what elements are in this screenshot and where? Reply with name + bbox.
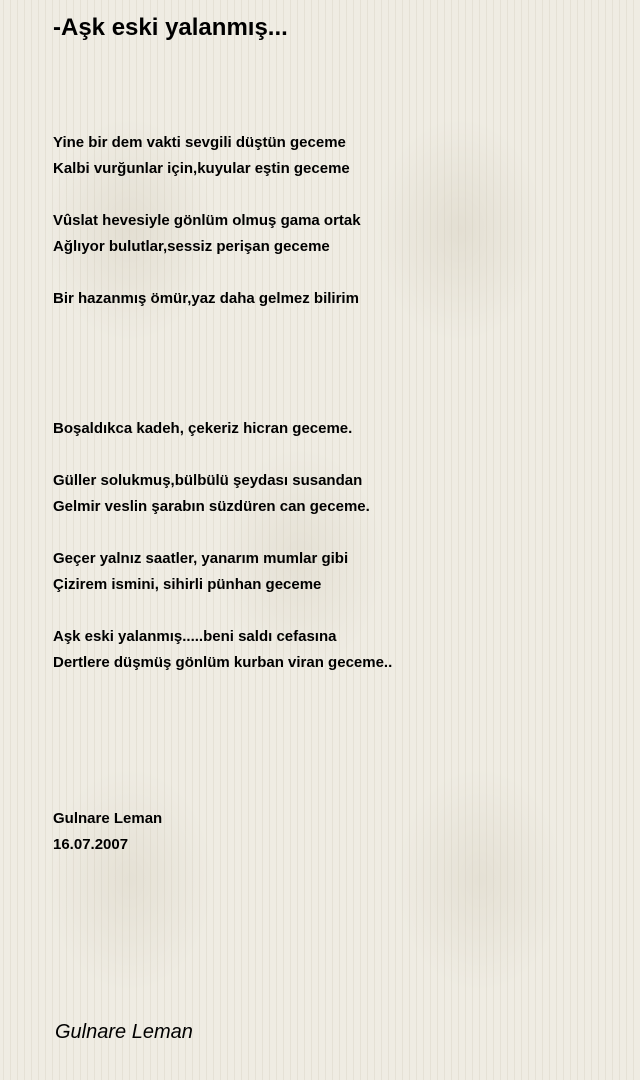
stanza-4 <box>53 416 613 442</box>
poem-line: Bir hazanmış ömür,yaz daha gelmez bilirim <box>53 290 359 307</box>
poem-line: Aşk eski yalanmış.....beni saldı cefasına <box>53 628 337 645</box>
poem-line: Yine bir dem vakti sevgili düştün geceme <box>53 134 346 151</box>
poem-line: Boşaldıkca kadeh, çekeriz hicran geceme. <box>53 420 353 437</box>
stanza-7 <box>53 624 613 676</box>
stanza-gap <box>53 338 613 416</box>
stanza-3 <box>53 286 613 312</box>
poem-line: Gelmir veslin şarabın süzdüren can geceme. <box>53 498 370 515</box>
poem-line: Vûslat hevesiyle gönlüm olmuş gama ortak <box>53 212 361 229</box>
stanza-2 <box>53 208 613 260</box>
poem-body <box>53 130 613 884</box>
stanza-5 <box>53 468 613 520</box>
author-block <box>53 806 613 858</box>
author-gap <box>53 702 613 806</box>
poem-line: Geçer yalnız saatler, yanarım mumlar gibi <box>53 550 349 567</box>
poem-line: Ağlıyor bulutlar,sessiz perişan geceme <box>53 238 330 255</box>
stanza-6 <box>53 546 613 598</box>
author-signature: Gulnare Leman <box>55 1021 193 1043</box>
poem-line: Kalbi vurğunlar için,kuyular eştin geceme <box>53 160 350 177</box>
poem-line: Dertlere düşmüş gönlüm kurban viran geceme.. <box>53 654 393 671</box>
author-name: Gulnare Leman <box>53 810 163 827</box>
poem-line: Güller solukmuş,bülbülü şeydası susandan <box>53 472 363 489</box>
poem-line: Çizirem ismini, sihirli pünhan geceme <box>53 576 322 593</box>
poem-title: -Aşk eski yalanmış... <box>53 14 288 41</box>
stanza-1 <box>53 130 613 182</box>
poem-date: 16.07.2007 <box>53 836 129 853</box>
